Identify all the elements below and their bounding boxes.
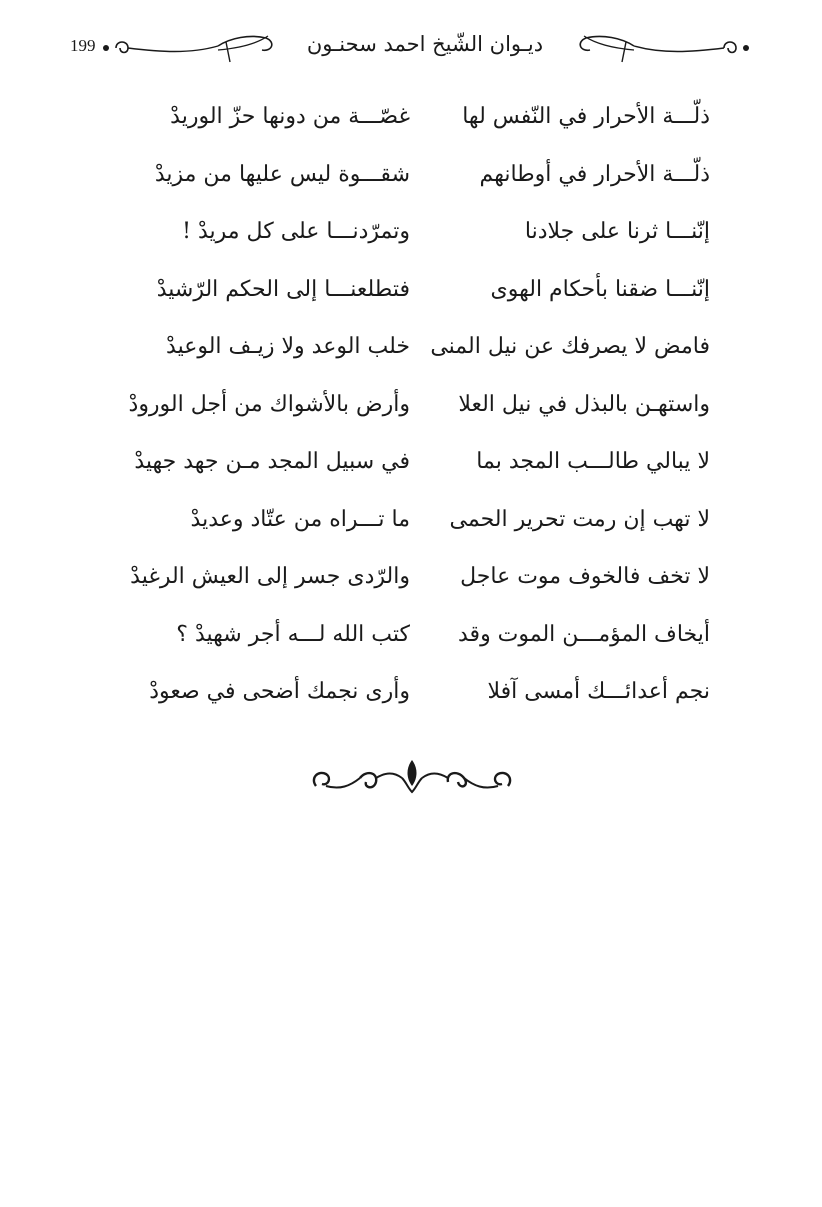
verse (120, 154, 710, 212)
verse-second-hemistich: خلب الوعد ولا زيـف الوعيدْ (166, 334, 410, 359)
verse (120, 326, 710, 384)
page-number: 199 (70, 36, 96, 55)
verse-first-hemistich: ذلّـــة الأحرار في أوطانهم (479, 161, 710, 187)
verse-first-hemistich: إنّنـــا ضقنا بأحكام الهوى (490, 276, 710, 302)
verse-first-hemistich: واستهـن بالبذل في نيل العلا (458, 391, 710, 417)
verse-second-hemistich: والرّدى جسر إلى العيش الرغيدْ (130, 564, 410, 589)
verse (120, 614, 710, 672)
verse-first-hemistich: نجم أعدائـــك أمسى آفلا (487, 679, 710, 704)
verse-second-hemistich: كتب الله لـــه أجر شهيدْ ؟ (176, 621, 410, 647)
verse-second-hemistich: في سبيل المجد مـن جهد جهيدْ (134, 449, 410, 474)
verse (120, 384, 710, 442)
left-header-flourish-icon (100, 28, 280, 68)
verse (120, 499, 710, 557)
verse-first-hemistich: فامض لا يصرفك عن نيل المنى (430, 334, 710, 359)
page-header (0, 24, 822, 70)
verse (120, 211, 710, 269)
verse-second-hemistich: وأرض بالأشواك من أجل الورودْ (128, 391, 410, 417)
verse-second-hemistich: فتطلعنـــا إلى الحكم الرّشيدْ (156, 276, 410, 302)
verse (120, 556, 710, 614)
right-header-flourish-icon (572, 28, 752, 68)
verse (120, 96, 710, 154)
verse-first-hemistich: لا يبالي طالـــب المجد بما (476, 449, 710, 474)
verse-first-hemistich: لا تخف فالخوف موت عاجل (460, 564, 710, 589)
verse-first-hemistich: أيخاف المؤمـــن الموت وقد (458, 621, 710, 647)
book-title: ديـوان الشّيخ احمد سحنـون (306, 32, 544, 56)
verse-first-hemistich: إنّنـــا ثرنا على جلادنا (524, 219, 710, 244)
end-of-poem-flourish-icon (306, 756, 518, 806)
verse (120, 269, 710, 327)
verse-second-hemistich: ما تـــراه من عتّاد وعديدْ (190, 506, 410, 532)
verse-first-hemistich: لا تهب إن رمت تحرير الحمى (449, 506, 710, 532)
verse-second-hemistich: غصّـــة من دونها حزّ الوريدْ (170, 104, 410, 129)
verse-second-hemistich: شقـــوة ليس عليها من مزيدْ (154, 161, 410, 187)
verse-second-hemistich: وأرى نجمك أضحى في صعودْ (149, 679, 410, 704)
poem (120, 96, 710, 729)
verse-second-hemistich: وتمرّدنـــا على كل مريدْ ! (182, 219, 410, 244)
verse-first-hemistich: ذلّـــة الأحرار في النّفس لها (462, 104, 710, 129)
verse (120, 671, 710, 729)
verse (120, 441, 710, 499)
